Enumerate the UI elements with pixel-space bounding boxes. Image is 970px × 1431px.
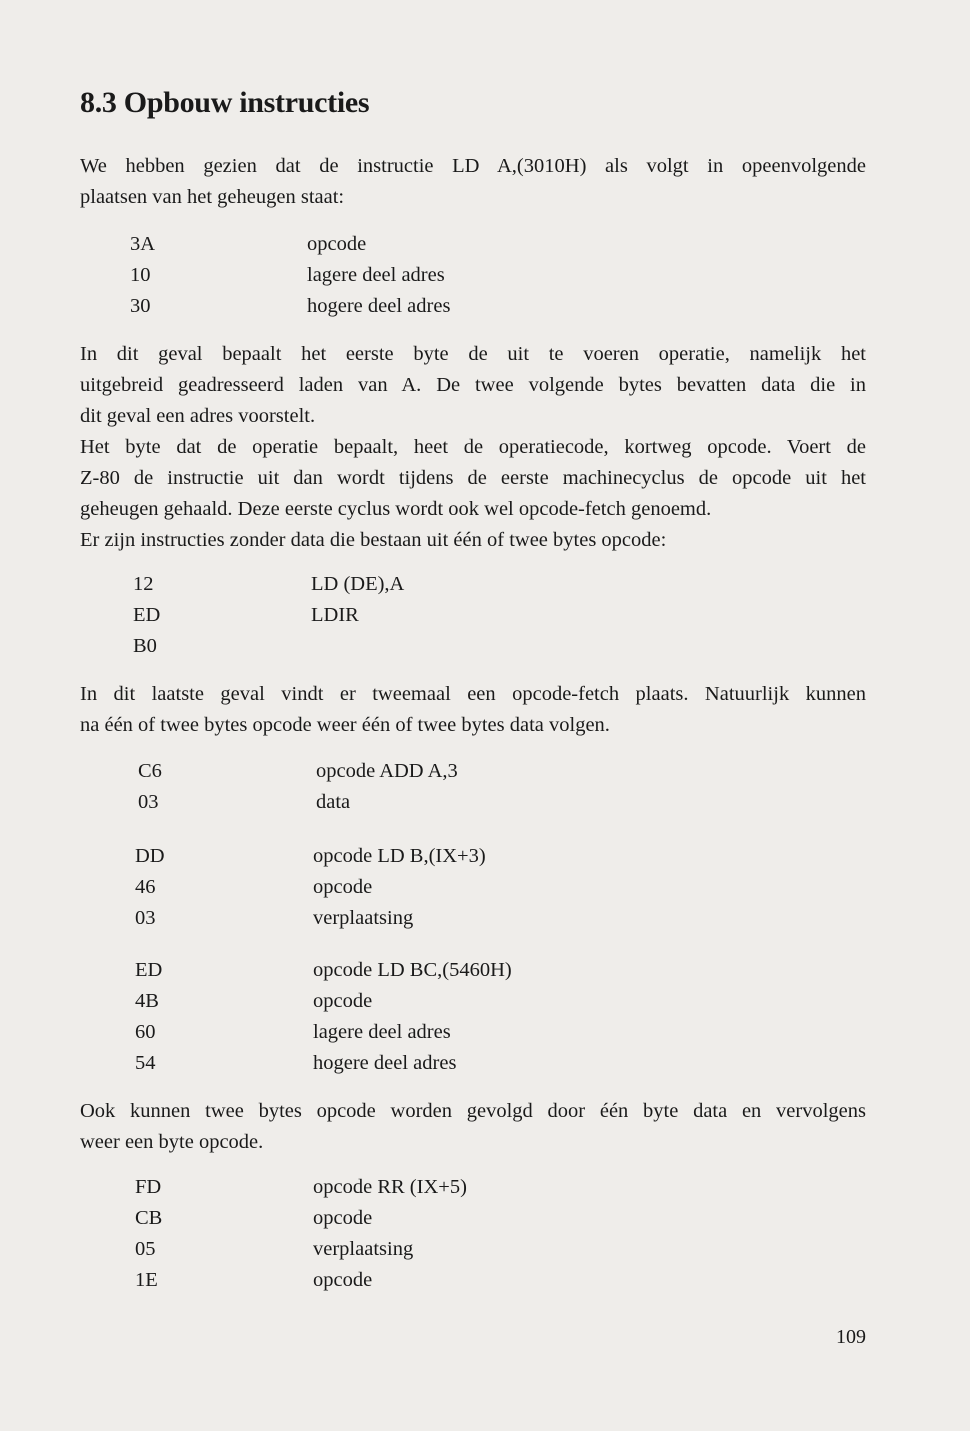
section-title: 8.3 Opbouw instructies xyxy=(80,86,370,119)
text-line: Het byte dat de operatie bepaalt, heet de operatiecode, kortweg opcode. Voert de xyxy=(80,436,866,458)
byte-description: opcode ADD A,3 xyxy=(316,760,458,782)
byte-description: opcode xyxy=(313,1207,373,1229)
byte-code: 03 xyxy=(135,907,156,929)
byte-code: ED xyxy=(135,959,163,981)
text-line: Z-80 de instructie uit dan wordt tijdens de eerste machinecyclus de opcode uit het xyxy=(80,467,866,489)
byte-code: CB xyxy=(135,1207,163,1229)
paragraph-opcode-explanation xyxy=(80,339,866,556)
byte-description: data xyxy=(316,791,351,813)
byte-code: C6 xyxy=(138,760,162,782)
byte-description: hogere deel adres xyxy=(307,295,451,317)
text-line: plaatsen van het geheugen staat: xyxy=(80,186,345,208)
text-line: uitgebreid geadresseerd laden van A. De twee volgende bytes bevatten data die in xyxy=(80,374,866,396)
text-line: dit geval een adres voorstelt. xyxy=(80,405,316,427)
byte-description: opcode xyxy=(307,233,367,255)
byte-code: 10 xyxy=(130,264,151,286)
byte-code: FD xyxy=(135,1176,162,1198)
byte-code: 30 xyxy=(130,295,151,317)
paragraph-mixed-bytes xyxy=(80,1096,866,1158)
byte-code: 46 xyxy=(135,876,156,898)
byte-description: opcode xyxy=(313,1269,373,1291)
text-line: Ook kunnen twee bytes opcode worden gevolgd door één byte data en vervolgens xyxy=(80,1100,866,1122)
byte-description: lagere deel adres xyxy=(307,264,445,286)
byte-description: opcode xyxy=(313,876,373,898)
byte-code: 3A xyxy=(130,233,156,255)
byte-description: LD (DE),A xyxy=(311,573,405,595)
byte-description: verplaatsing xyxy=(313,907,414,929)
text-line: In dit geval bepaalt het eerste byte de uit te voeren operatie, namelijk het xyxy=(80,343,866,365)
text-line: In dit laatste geval vindt er tweemaal een opcode-fetch plaats. Natuurlijk kunnen xyxy=(80,683,866,705)
paragraph-opcode-fetch xyxy=(80,679,866,741)
page-number: 109 xyxy=(836,1326,866,1348)
text-line: weer een byte opcode. xyxy=(80,1131,264,1153)
byte-code: 60 xyxy=(135,1021,156,1043)
byte-code: ED xyxy=(133,604,161,626)
byte-code: 4B xyxy=(135,990,159,1012)
byte-description: opcode LD BC,(5460H) xyxy=(313,959,512,981)
text-line: We hebben gezien dat de instructie LD A,(3010H) als volgt in opeenvolgende xyxy=(80,155,866,177)
byte-description: lagere deel adres xyxy=(313,1021,451,1043)
byte-description: verplaatsing xyxy=(313,1238,414,1260)
byte-code: 05 xyxy=(135,1238,156,1260)
text-line: geheugen gehaald. Deze eerste cyclus wordt ook wel opcode-fetch genoemd. xyxy=(80,498,712,520)
byte-code: B0 xyxy=(133,635,157,657)
text-line: Er zijn instructies zonder data die bestaan uit één of twee bytes opcode: xyxy=(80,529,667,551)
byte-description: opcode xyxy=(313,990,373,1012)
text-line: na één of twee bytes opcode weer één of twee bytes data volgen. xyxy=(80,714,610,736)
byte-code: 03 xyxy=(138,791,159,813)
byte-code: 54 xyxy=(135,1052,156,1074)
byte-code: 1E xyxy=(135,1269,158,1291)
byte-description: LDIR xyxy=(311,604,359,626)
byte-code: 12 xyxy=(133,573,154,595)
byte-description: opcode LD B,(IX+3) xyxy=(313,845,486,867)
paragraph-intro xyxy=(80,151,866,213)
byte-description: hogere deel adres xyxy=(313,1052,457,1074)
byte-code: DD xyxy=(135,845,165,867)
byte-description: opcode RR (IX+5) xyxy=(313,1176,467,1198)
